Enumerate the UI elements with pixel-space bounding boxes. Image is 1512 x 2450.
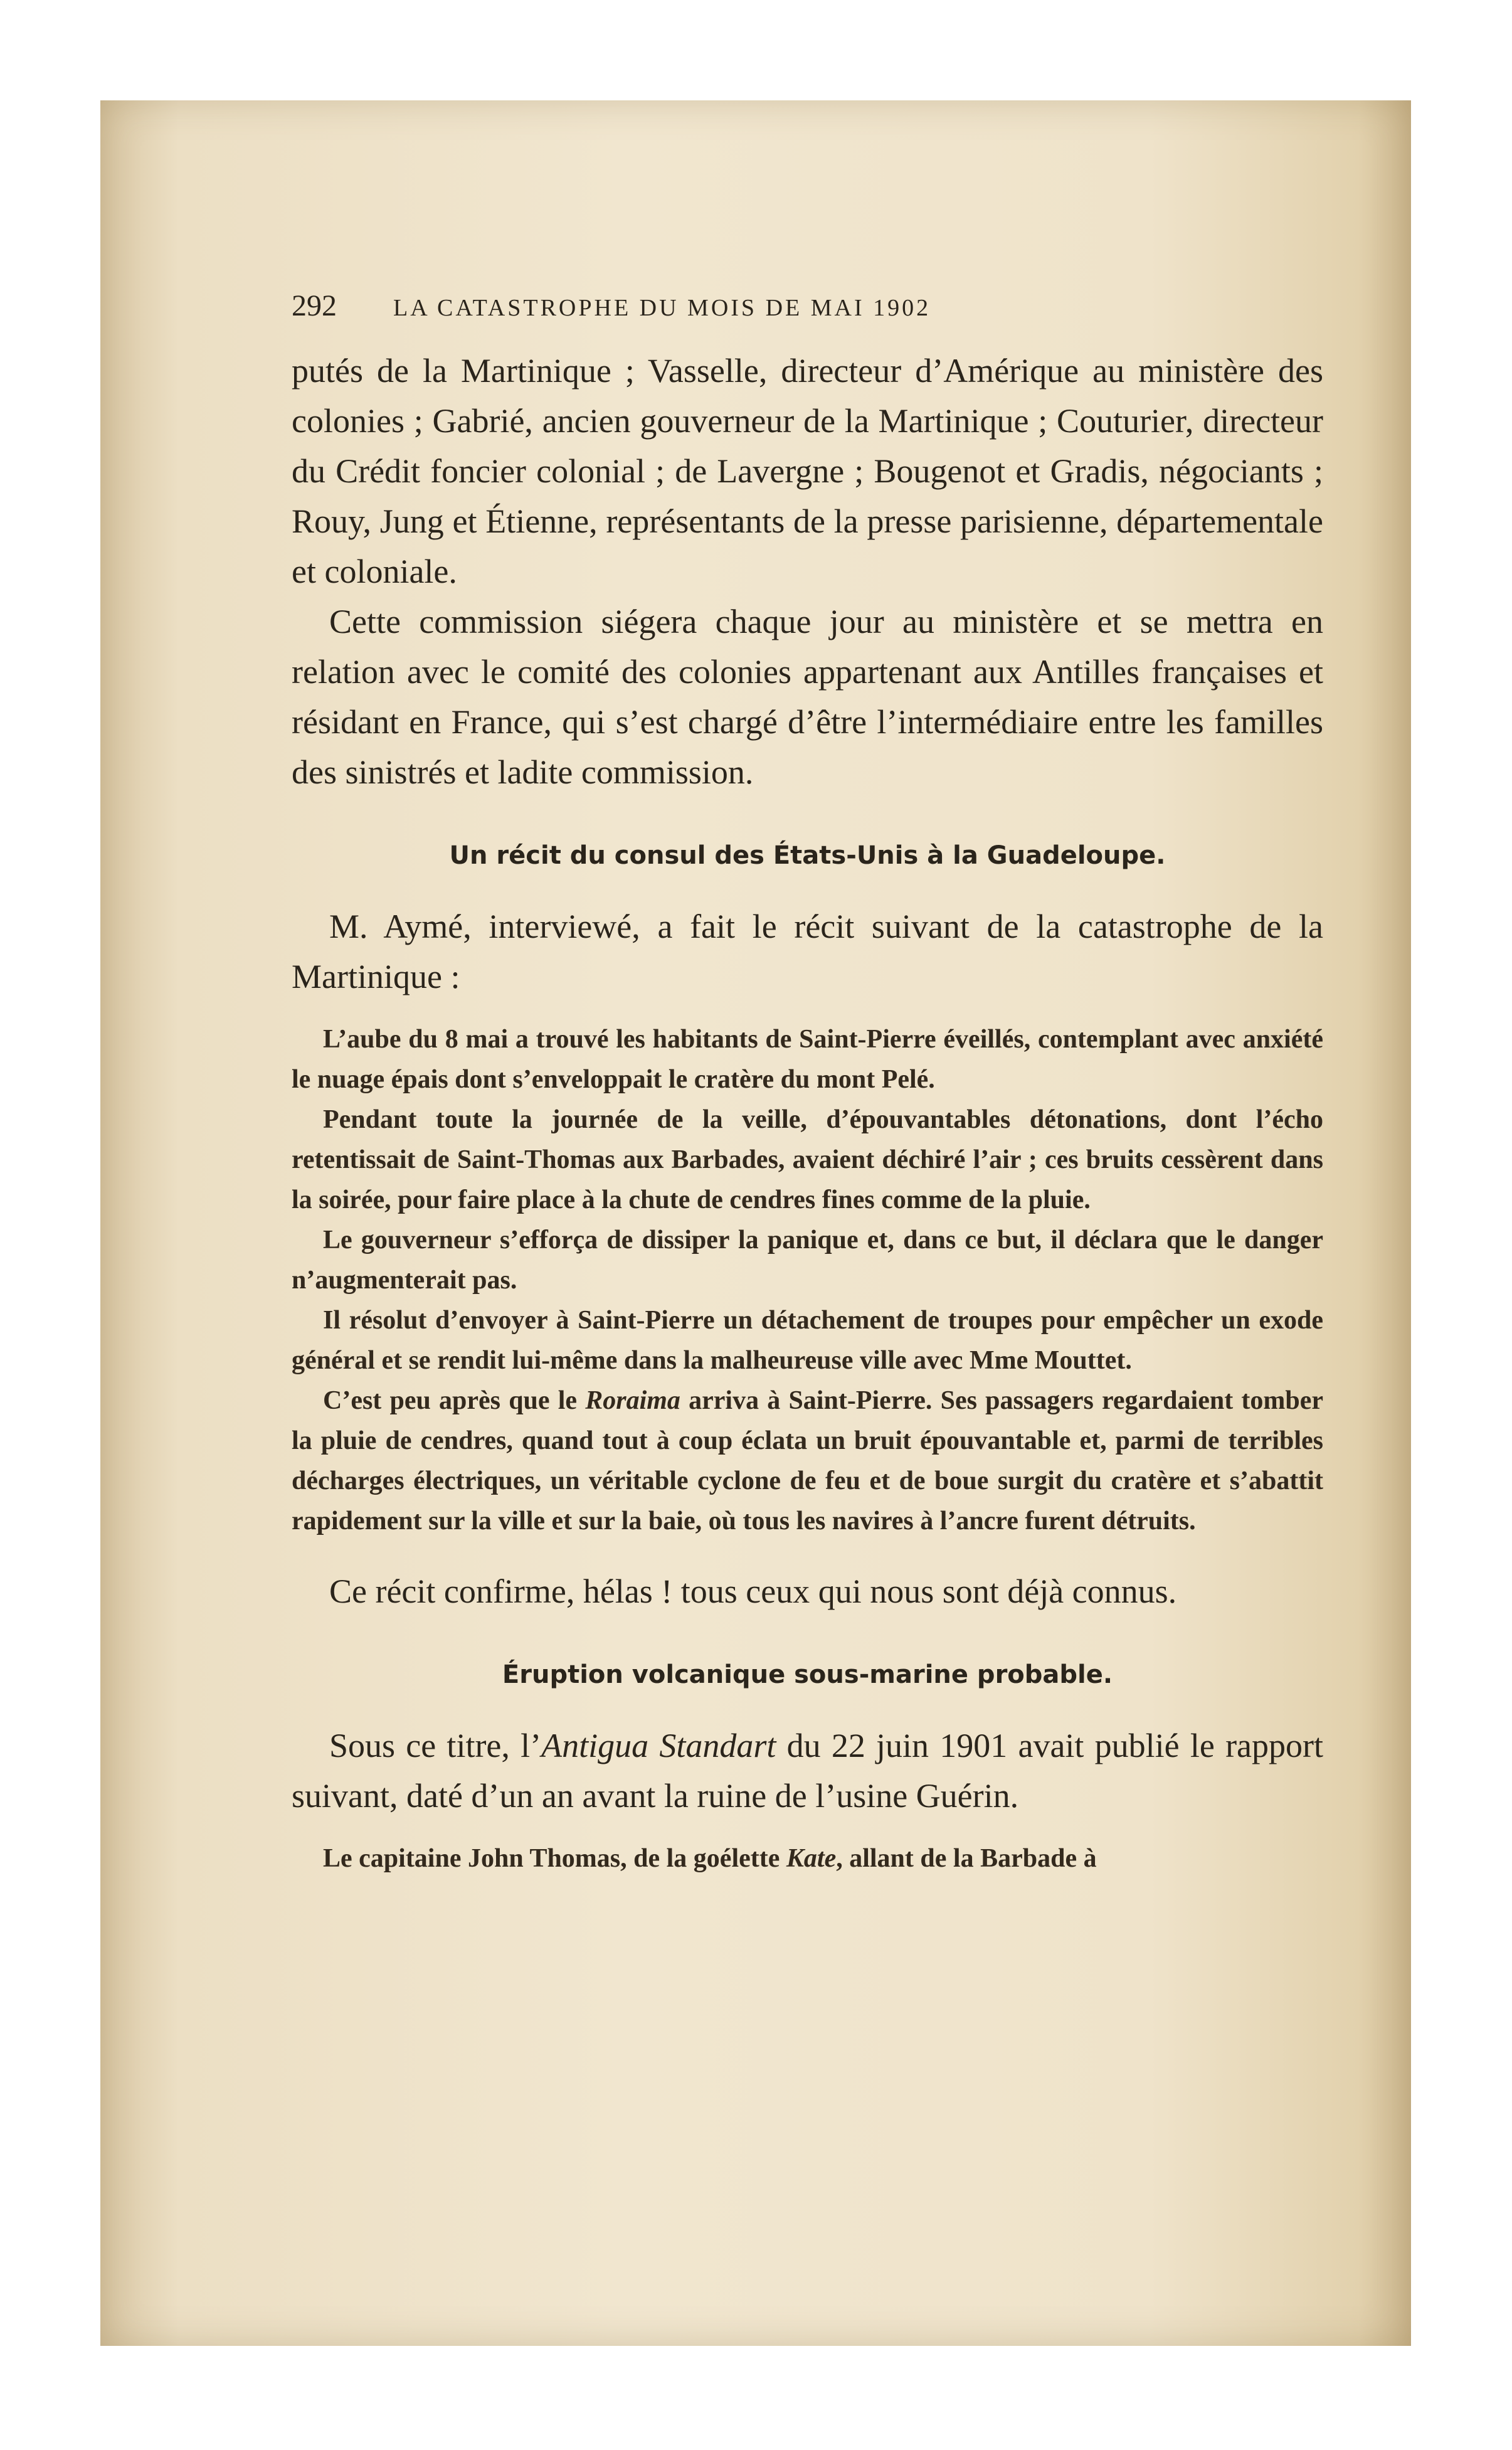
captain-quote-before: Le capitaine John Thomas, de la goélette: [323, 1844, 786, 1873]
antigua-intro-before: Sous ce titre, l’: [329, 1727, 542, 1764]
paragraph-antigua-intro: [292, 1721, 1323, 1821]
quote-roraima-after: arriva à Saint-Pierre. Ses passagers regardaient tomber la pluie de cendres, quand tout à coup éclata un bruit épouvantable et, parmi de terribles décharges électriques, un véritable cyclone de feu et de boue surgit du cratère et s’abattit rapidement sur la ville et sur la baie, où tous les navires à l’ancre furent détruits.: [292, 1386, 1323, 1535]
quote-paragraph-dawn: L’aube du 8 mai a trouvé les habitants de Saint-Pierre éveillés, contemplant avec anxiété le nuage épais dont s’enveloppait le cratère du mont Pelé.: [292, 1025, 1323, 1094]
page-header: [292, 289, 1323, 323]
section-heading-eruption: Éruption volcanique sous-marine probable.: [502, 1660, 1113, 1689]
quote-paragraph-captain: [292, 1838, 1323, 1879]
page-number: 292: [292, 289, 337, 322]
quote-paragraph-troops: Il résolut d’envoyer à Saint-Pierre un détachement de troupes pour empêcher un exode général et se rendit lui-même dans la malheureuse ville avec Mme Mouttet.: [292, 1306, 1323, 1375]
quote-paragraph-governor: Le gouverneur s’efforça de dissiper la panique et, dans ce but, il déclara que le danger n’augmenterait pas.: [292, 1226, 1323, 1295]
antigua-intro-after: du 22 juin 1901 avait publié le rapport suivant, daté d’un an avant la ruine de l’usine Guérin.: [292, 1727, 1323, 1815]
quote-paragraph-roraima: [292, 1381, 1323, 1541]
quote-paragraph-detonations: Pendant toute la journée de la veille, d’épouvantables détonations, dont l’écho retentissait de Saint-Thomas aux Barbades, avaient déchiré l’air ; ces bruits cessèrent dans la soirée, pour faire place à la chute de cendres fines comme de la pluie.: [292, 1105, 1323, 1214]
captain-quote-after: , allant de la Barbade à: [836, 1844, 1097, 1873]
paragraph-commission-role: Cette commission siégera chaque jour au ministère et se mettra en relation avec le comité des colonies appartenant aux Antilles françaises et résidant en France, qui s’est chargé d’être l’intermédiaire entre les familles des sinistrés et ladite commission.: [292, 603, 1323, 791]
paragraph-consul-intro: M. Aymé, interviewé, a fait le récit suivant de la catastrophe de la Martinique :: [292, 908, 1323, 995]
newspaper-name: Antigua Standart: [541, 1727, 776, 1764]
ship-name-kate: Kate: [786, 1844, 837, 1873]
ship-name-roraima: Roraima: [585, 1386, 680, 1415]
running-title: LA CATASTROPHE DU MOIS DE MAI 1902: [393, 295, 931, 321]
paragraph-conclusion: Ce récit confirme, hélas ! tous ceux qui nous sont déjà connus.: [329, 1572, 1177, 1610]
quote-roraima-before: C’est peu après que le: [323, 1386, 586, 1415]
paragraph-commission-members: putés de la Martinique ; Vasselle, directeur d’Amérique au ministère des colonies ; Gabrié, ancien gouverneur de la Martinique ; Couturier, directeur du Crédit foncier colonial ; de Lavergne ; Bougenot et Gradis, négociants ; Rouy, Jung et Étienne, représentants de la presse parisienne, départementale et coloniale.: [292, 352, 1323, 590]
section-heading-consul-account: Un récit du consul des États-Unis à la Guadeloupe.: [449, 841, 1166, 870]
page-content: [292, 289, 1323, 1879]
